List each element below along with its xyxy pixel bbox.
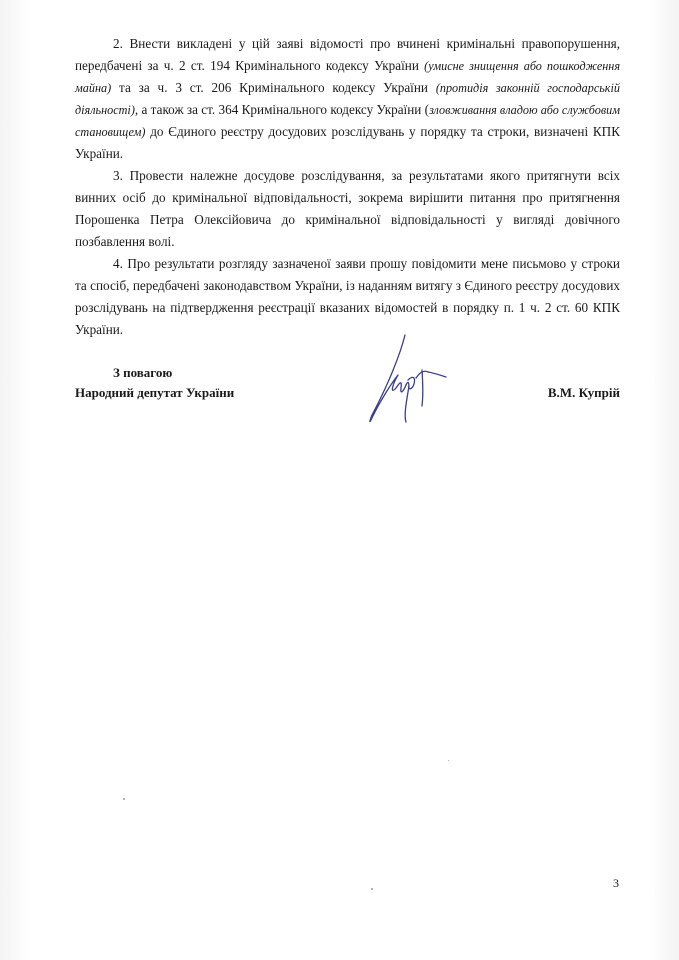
scan-speck [123,798,125,800]
signer-position: Народний депутат України [75,385,235,400]
paragraph-2-text-2: та за ч. 3 ст. 206 Кримінального кодексу України [111,80,436,95]
scan-speck [371,888,373,890]
paragraph-2-italic-2: (протидія законній господарській діяльності) [75,81,620,117]
signer-name: В.М. Купрій [547,385,620,400]
paragraph-2-text-1: 2. Внести викладені у цій заяві відомості про вчинені кримінальні правопорушення, передбачені за ч. 2 ст. 194 Кримінального кодексу України [75,36,620,73]
paragraph-2-text-4: до Єдиного реєстру досудових розслідувань у порядку та строки, визначені КПК України. [75,124,620,161]
paragraph-2-italic-3: зловживання владою або службовим становищем) [75,103,620,139]
closing-regards: З повагою [113,365,173,380]
paragraph-3: 3. Провести належне досудове розслідування, за результатами якого притягнути всіх винних осіб до кримінальної відповідальності, зокрема вирішити питання про притягнення Порошенка Петра Олексійовича до кримінальної відповідальності у вигляді довічного позбавлення волі. [75,168,620,249]
scan-speck [448,760,449,761]
closing-block [75,362,620,422]
handwritten-signature [360,330,460,430]
paragraph-2 [75,33,620,165]
page-number: 3 [613,876,619,890]
paragraph-4: 4. Про результати розгляду зазначеної заяви прошу повідомити мене письмово у строки та спосіб, передбачені законодавством України, із наданням витягу з Єдиного реєстру досудових розслідувань на підтвердження реєстрації вказаних відомостей в порядку п. 1 ч. 2 ст. 60 КПК України. [75,256,620,337]
paragraph-2-italic-1: (умисне знищення або пошкодження майна) [75,59,620,95]
document-body [75,33,620,341]
paragraph-2-text-3: , а також за ст. 364 Кримінального кодексу України ( [134,102,430,117]
